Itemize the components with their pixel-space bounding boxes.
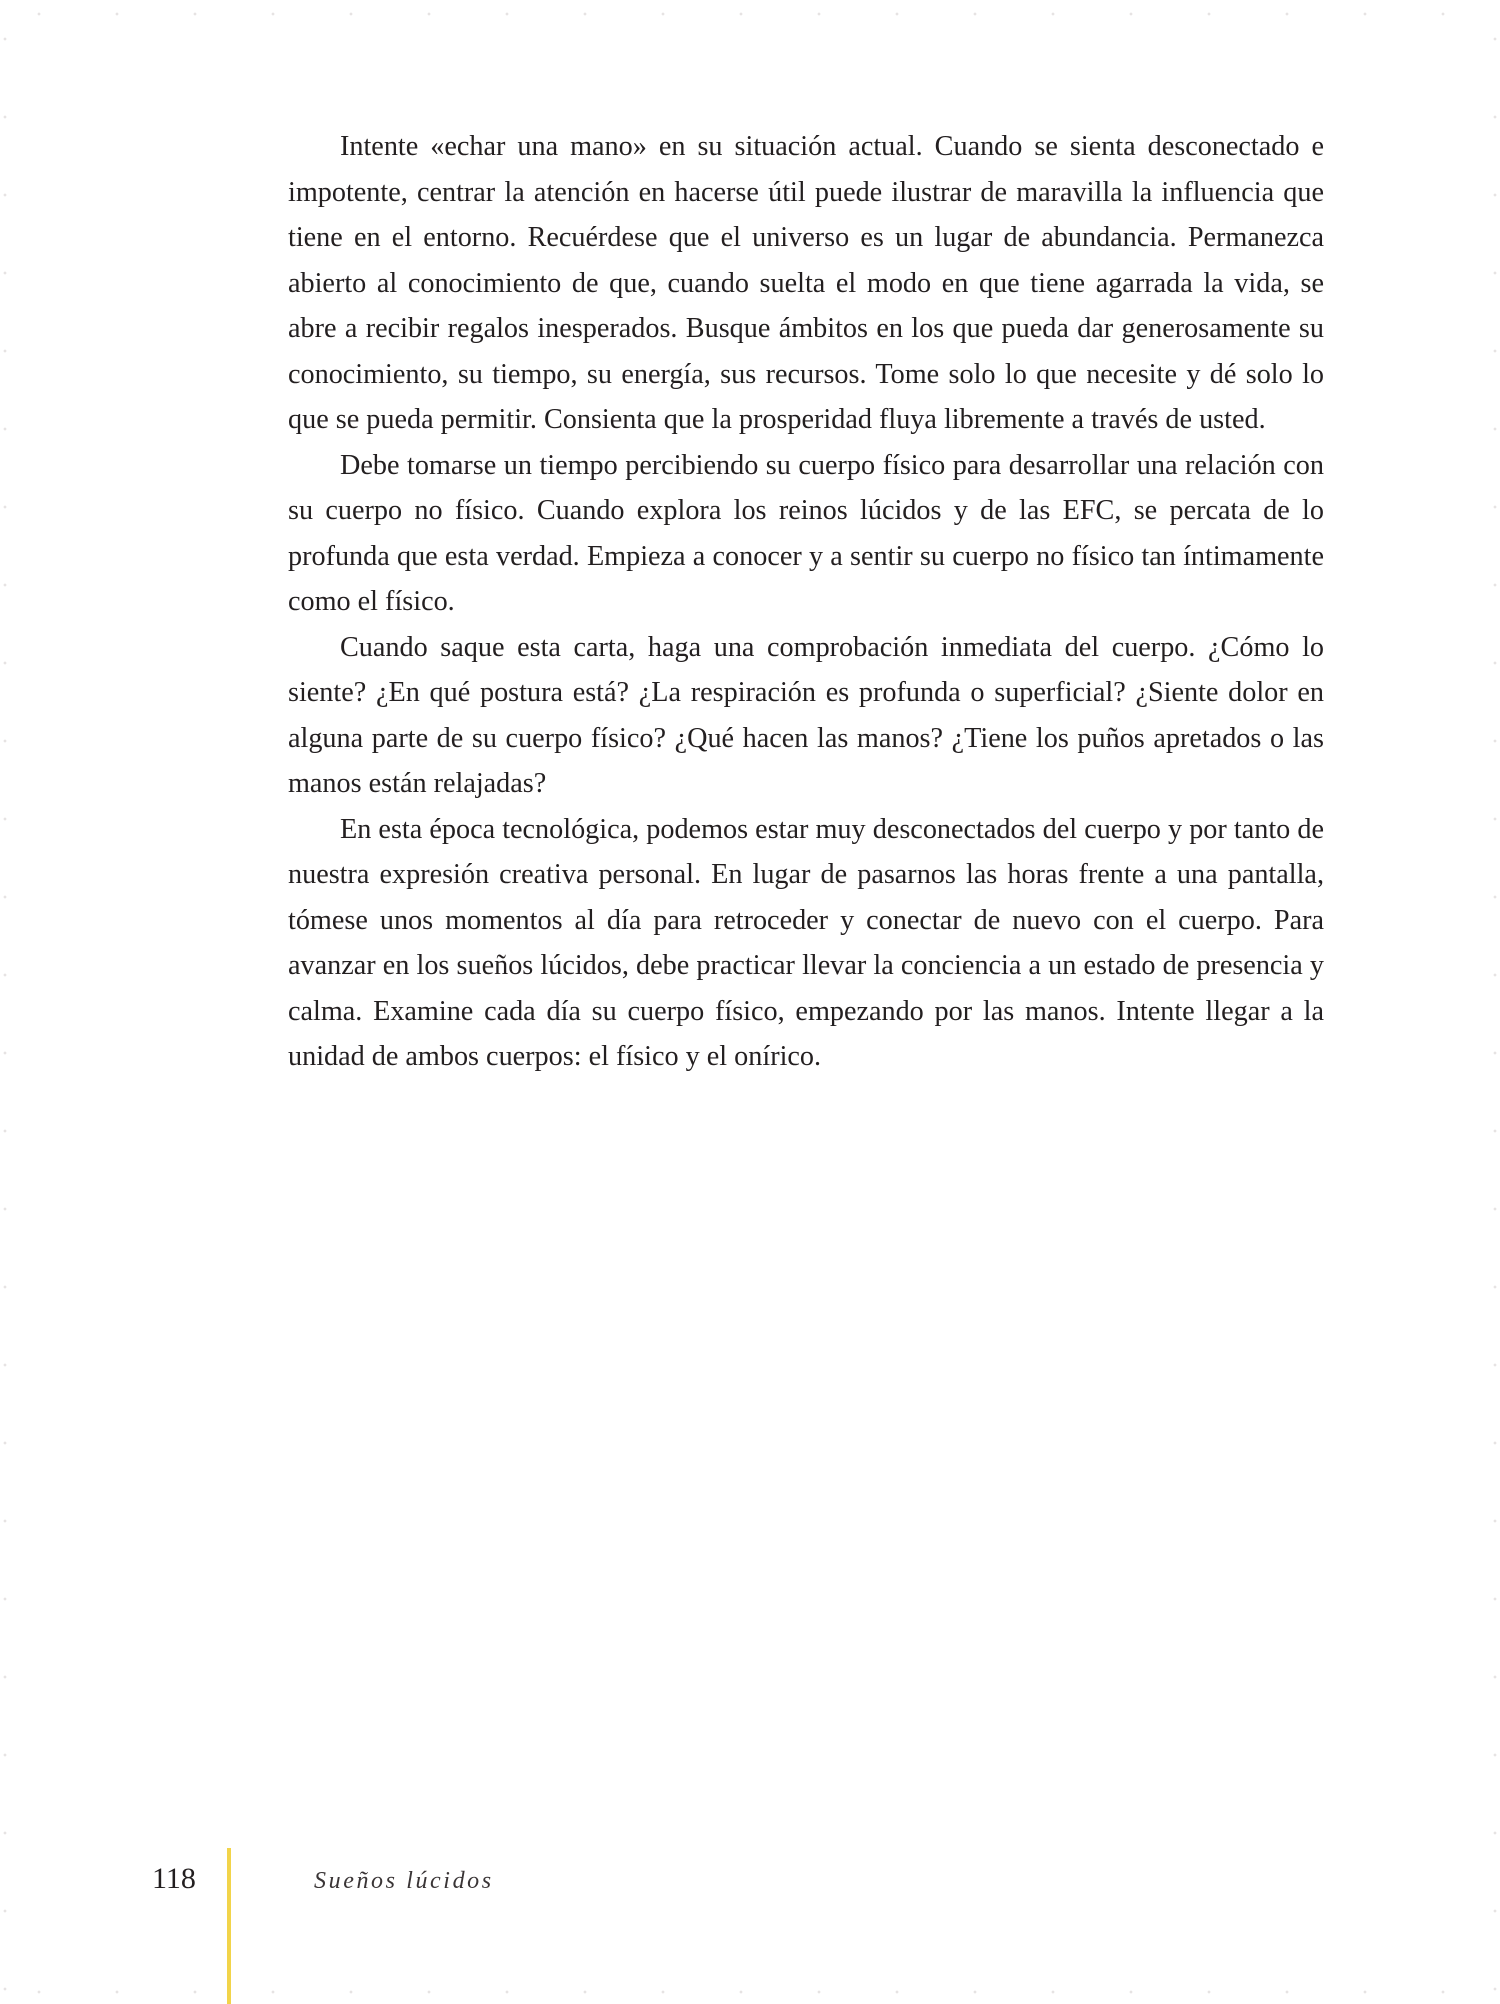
footer-rule — [227, 1848, 231, 2004]
left-edge-dots — [3, 0, 7, 2004]
bottom-edge-dots — [0, 1990, 1500, 1994]
body-text — [288, 124, 1324, 1080]
running-head: Sueños lúcidos — [314, 1868, 494, 1894]
paragraph-4: En esta época tecnológica, podemos estar muy desconectados del cuerpo y por tanto de nuestra expresión creativa personal. En lugar de pasarnos las horas frente a una pantalla, tómese unos momentos al día para retroceder y conectar de nuevo con el cuerpo. Para avanzar en los sueños lúcidos, debe practicar llevar la conciencia a un estado de presencia y calma. Examine cada día su cuerpo físico, empezando por las manos. Intente llegar a la unidad de ambos cuerpos: el físico y el onírico. — [288, 813, 1324, 1072]
paragraph-3: Cuando saque esta carta, haga una comprobación inmediata del cuerpo. ¿Cómo lo siente? ¿En qué postura está? ¿La respiración es profunda o superficial? ¿Siente dolor en alguna parte de su cuerpo físico? ¿Qué hacen las manos? ¿Tiene los puños apretados o las manos están relajadas? — [288, 631, 1324, 799]
paragraph-1: Intente «echar una mano» en su situación actual. Cuando se sienta desconectado e impotente, centrar la atención en hacerse útil puede ilustrar de maravilla la influencia que tiene en el entorno. Recuérdese que el universo es un lugar de abundancia. Permanezca abierto al conocimiento de que, cuando suelta el modo en que tiene agarrada la vida, se abre a recibir regalos inesperados. Busque ámbitos en los que pueda dar generosamente su conocimiento, su tiempo, su energía, sus recursos. Tome solo lo que necesite y dé solo lo que se pueda permitir. Consienta que la prosperidad fluya libremente a través de usted. — [288, 131, 1324, 435]
page-number: 118 — [152, 1862, 196, 1895]
paragraph-2: Debe tomarse un tiempo percibiendo su cuerpo físico para desarrollar una relación con su cuerpo no físico. Cuando explora los reinos lúcidos y de las EFC, se percata de lo profunda que esta verdad. Empieza a conocer y a sentir su cuerpo no físico tan íntimamente como el físico. — [288, 449, 1324, 617]
right-edge-dots — [1493, 0, 1497, 2004]
top-edge-dots — [0, 12, 1500, 16]
